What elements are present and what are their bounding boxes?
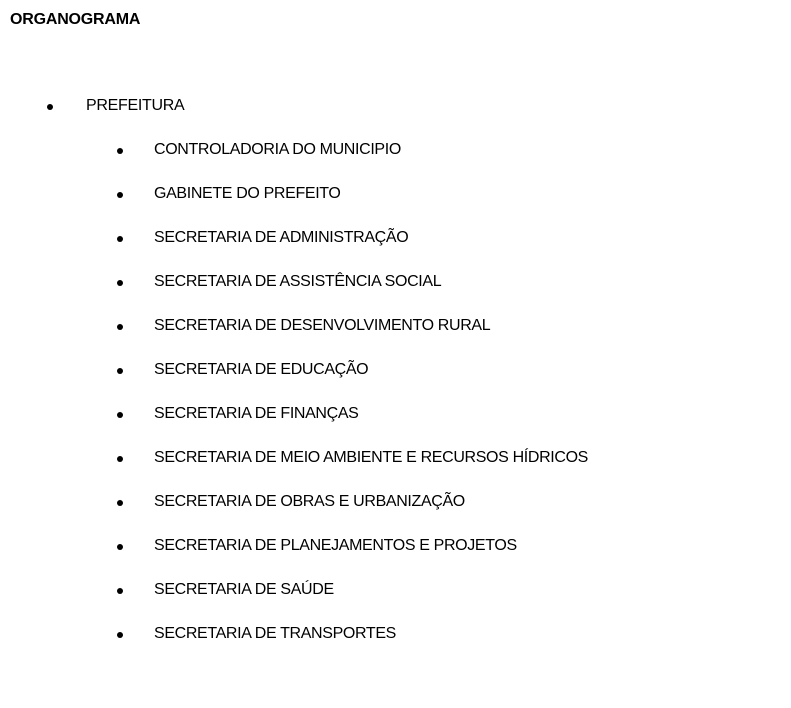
list-item-label: PREFEITURA	[86, 97, 185, 114]
list-item	[0, 226, 791, 270]
list-item	[0, 402, 791, 446]
list-item-prefeitura	[0, 95, 791, 119]
bullet-icon	[117, 588, 123, 594]
bullet-icon	[117, 280, 123, 286]
list-item-label: GABINETE DO PREFEITO	[154, 185, 341, 202]
list-item	[0, 446, 791, 490]
org-root-list	[0, 95, 791, 119]
bullet-icon	[117, 192, 123, 198]
bullet-icon	[47, 104, 53, 110]
list-item	[0, 622, 791, 666]
list-item-label: SECRETARIA DE MEIO AMBIENTE E RECURSOS HÍDRICOS	[154, 449, 588, 466]
list-item	[0, 270, 791, 314]
bullet-icon	[117, 236, 123, 242]
list-item-label: SECRETARIA DE EDUCAÇÃO	[154, 361, 369, 378]
list-item-label: SECRETARIA DE DESENVOLVIMENTO RURAL	[154, 317, 491, 334]
page-title: ORGANOGRAMA	[10, 11, 141, 28]
list-item-label: SECRETARIA DE SAÚDE	[154, 581, 334, 598]
list-item	[0, 578, 791, 622]
list-item-label: CONTROLADORIA DO MUNICIPIO	[154, 141, 401, 158]
bullet-icon	[117, 456, 123, 462]
list-item	[0, 358, 791, 402]
list-item-label: SECRETARIA DE PLANEJAMENTOS E PROJETOS	[154, 537, 517, 554]
list-item	[0, 138, 791, 182]
list-item-label: SECRETARIA DE ADMINISTRAÇÃO	[154, 229, 409, 246]
list-item-label: SECRETARIA DE TRANSPORTES	[154, 625, 396, 642]
org-children-list	[0, 138, 791, 666]
bullet-icon	[117, 544, 123, 550]
list-item	[0, 314, 791, 358]
list-item	[0, 534, 791, 578]
bullet-icon	[117, 500, 123, 506]
bullet-icon	[117, 632, 123, 638]
list-item-label: SECRETARIA DE ASSISTÊNCIA SOCIAL	[154, 273, 442, 290]
bullet-icon	[117, 412, 123, 418]
list-item-label: SECRETARIA DE OBRAS E URBANIZAÇÃO	[154, 493, 465, 510]
list-item	[0, 182, 791, 226]
bullet-icon	[117, 368, 123, 374]
bullet-icon	[117, 324, 123, 330]
bullet-icon	[117, 148, 123, 154]
list-item	[0, 490, 791, 534]
list-item-label: SECRETARIA DE FINANÇAS	[154, 405, 359, 422]
